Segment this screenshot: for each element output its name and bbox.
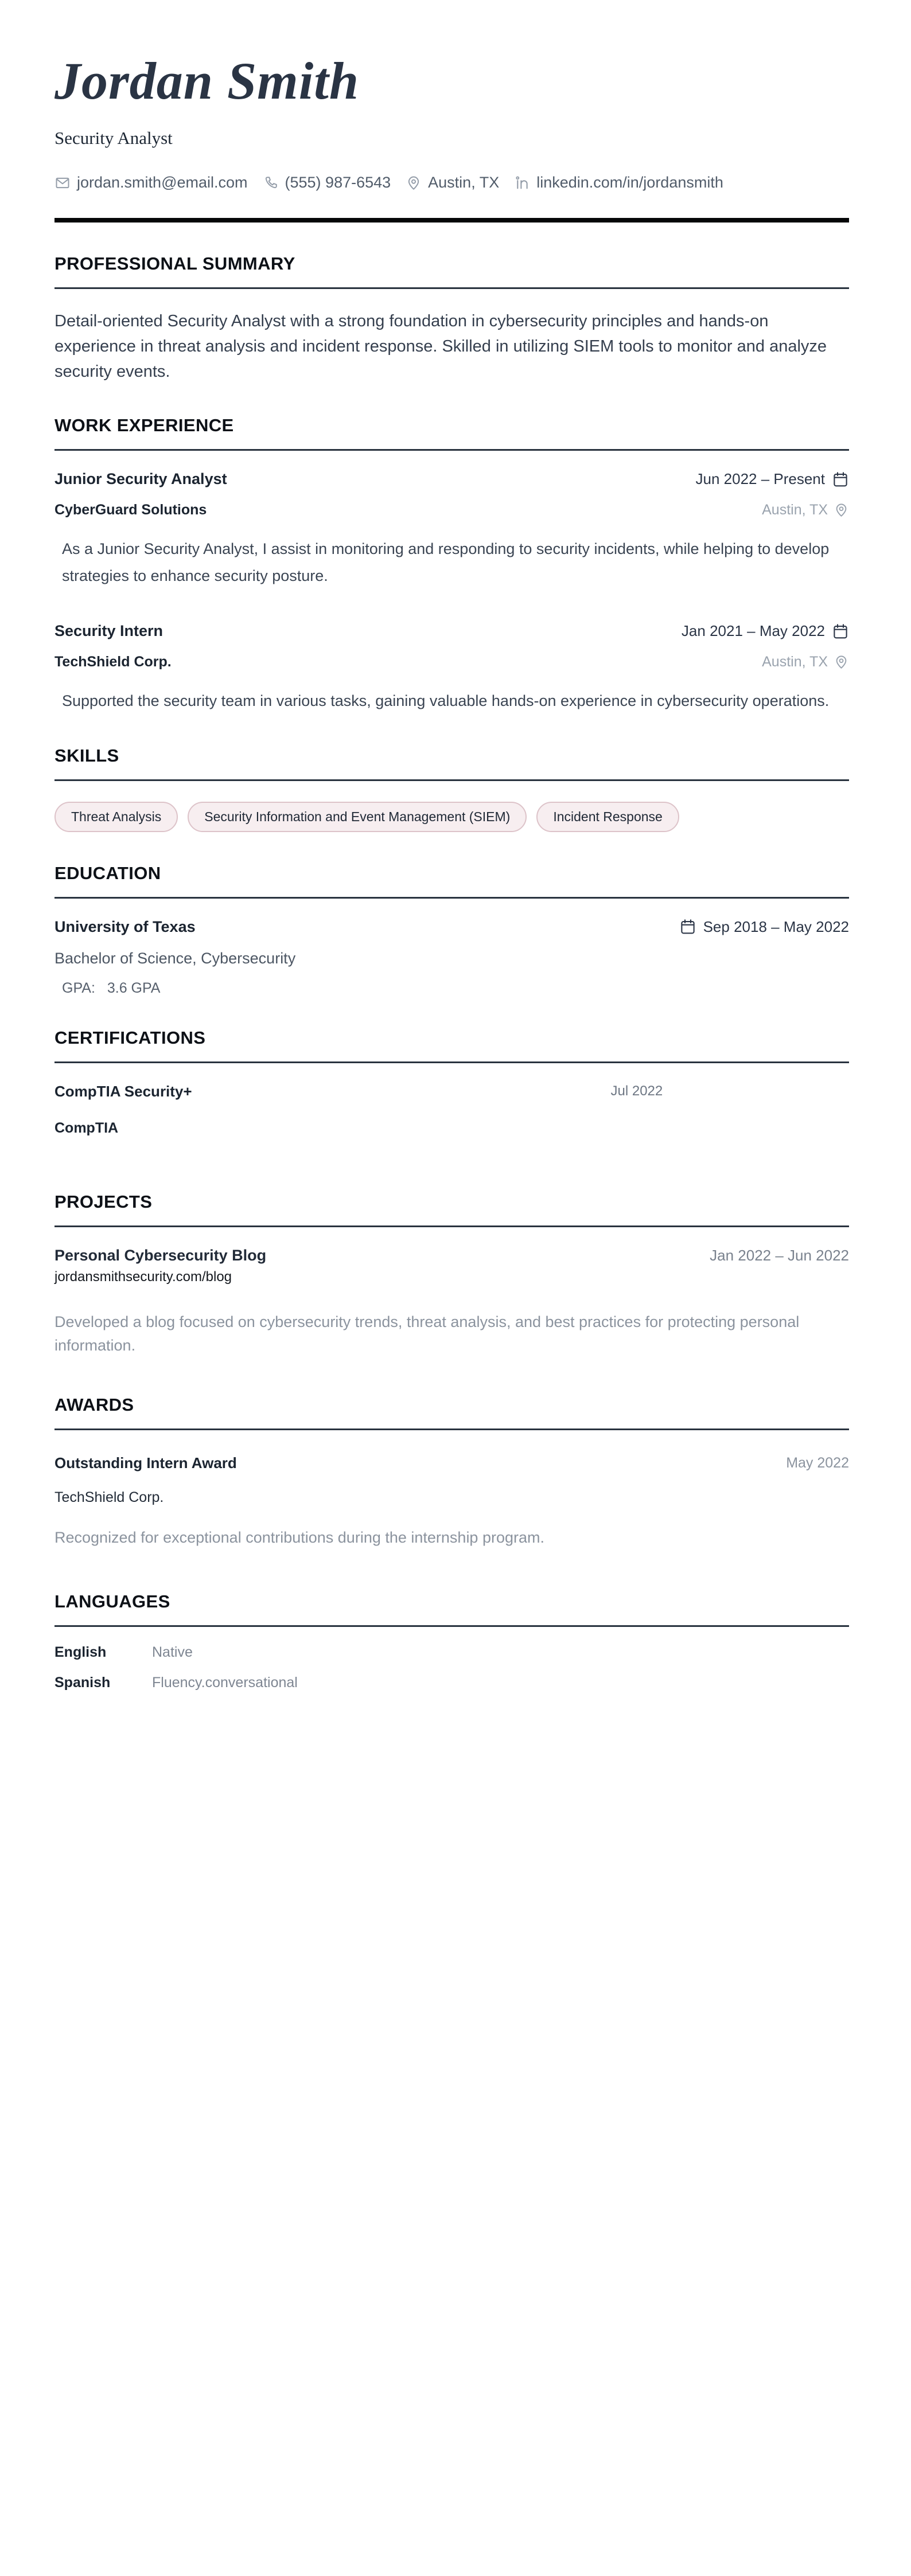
section-heading: AWARDS [54, 1395, 134, 1415]
skill-tag: Threat Analysis [54, 802, 178, 832]
section-work-experience [54, 415, 849, 714]
section-professional-summary [54, 253, 849, 384]
project-url[interactable]: jordansmithsecurity.com/blog [54, 1269, 232, 1285]
section-heading: SKILLS [54, 745, 119, 766]
language-level: Fluency.conversational [152, 1675, 298, 1691]
person-job-title: Security Analyst [54, 128, 173, 148]
job-date-text: Jan 2021 – May 2022 [681, 622, 825, 640]
certification-row [54, 1083, 849, 1100]
location-icon [834, 502, 849, 518]
section-awards [54, 1395, 849, 1547]
section-rule [54, 287, 849, 289]
award-title: Outstanding Intern Award [54, 1454, 237, 1472]
linkedin-icon [514, 175, 530, 191]
company-name: CyberGuard Solutions [54, 502, 207, 518]
section-heading: PROFESSIONAL SUMMARY [54, 253, 295, 274]
project-title: Personal Cybersecurity Blog [54, 1246, 267, 1264]
section-rule [54, 1625, 849, 1627]
entry-company-row [54, 654, 849, 670]
section-languages [54, 1591, 849, 1691]
section-skills [54, 746, 849, 832]
award-issuer: TechShield Corp. [54, 1489, 164, 1506]
contact-email[interactable] [54, 174, 248, 192]
section-rule [54, 449, 849, 451]
certification-date: Jul 2022 [610, 1083, 663, 1099]
section-projects [54, 1192, 849, 1359]
gpa-row [54, 980, 849, 997]
section-education [54, 863, 849, 997]
job-description: Supported the security team in various tasks, gaining valuable hands-on experience in cybersecurity operations. [62, 692, 830, 710]
contact-phone[interactable] [263, 174, 391, 192]
education-date-range [679, 918, 849, 936]
section-rule [54, 1428, 849, 1430]
contact-linkedin-text: linkedin.com/in/jordansmith [536, 174, 723, 191]
job-location [762, 502, 849, 518]
section-rule [54, 1061, 849, 1063]
education-date-text: Sep 2018 – May 2022 [703, 918, 849, 935]
resume-header [54, 54, 849, 223]
section-rule [54, 897, 849, 899]
section-rule [54, 1225, 849, 1227]
award-description: Recognized for exceptional contributions during the internship program. [54, 1529, 544, 1547]
company-name: TechShield Corp. [54, 654, 172, 670]
person-name: Jordan Smith [54, 52, 359, 110]
language-name: English [54, 1644, 107, 1661]
job-description: As a Junior Security Analyst, I assist in monitoring and responding to security incidents, while helping to develop strategies to enhance security posture. [62, 540, 830, 584]
language-list [54, 1644, 849, 1691]
summary-text: Detail-oriented Security Analyst with a strong foundation in cybersecurity principles and hands-on experience in threat analysis and incident response. Skilled in utilizing SIEM tools to monitor and analyze security events. [54, 312, 827, 381]
certification-issuer: CompTIA [54, 1119, 119, 1136]
calendar-icon [832, 471, 849, 488]
job-location-text: Austin, TX [762, 502, 828, 518]
language-name: Spanish [54, 1675, 111, 1691]
gpa-label: GPA: [62, 979, 95, 996]
school-name: University of Texas [54, 918, 196, 935]
education-title-row [54, 918, 849, 936]
contact-location-text: Austin, TX [428, 174, 500, 191]
entry-title-row [54, 470, 849, 488]
section-heading: EDUCATION [54, 862, 161, 883]
skill-tag: Incident Response [536, 802, 679, 832]
section-heading: WORK EXPERIENCE [54, 415, 234, 436]
section-certifications [54, 1028, 849, 1137]
section-rule [54, 779, 849, 781]
language-row [54, 1644, 849, 1661]
location-icon [834, 654, 849, 670]
language-level: Native [152, 1644, 193, 1661]
award-title-row [54, 1454, 849, 1472]
contact-linkedin[interactable] [514, 174, 723, 192]
skill-tag-list [54, 802, 849, 832]
award-date: May 2022 [786, 1455, 849, 1472]
project-description: Developed a blog focused on cybersecurity trends, threat analysis, and best practices for protecting personal information. [54, 1313, 800, 1355]
header-divider-bar [54, 218, 849, 223]
gpa-value: 3.6 GPA [107, 979, 161, 996]
job-title: Security Intern [54, 622, 163, 640]
contact-phone-text: (555) 987-6543 [285, 174, 391, 191]
section-heading: PROJECTS [54, 1191, 153, 1212]
contact-row [54, 174, 849, 192]
location-icon [406, 175, 422, 191]
language-row [54, 1675, 849, 1691]
email-icon [54, 175, 71, 191]
entry-title-row [54, 622, 849, 640]
job-date-text: Jun 2022 – Present [695, 470, 825, 488]
section-heading: LANGUAGES [54, 1591, 170, 1612]
calendar-icon [832, 623, 849, 640]
job-title: Junior Security Analyst [54, 470, 227, 488]
skill-tag: Security Information and Event Management (SIEM) [188, 802, 527, 832]
calendar-icon [679, 918, 696, 935]
job-location-text: Austin, TX [762, 654, 828, 670]
contact-location [406, 174, 499, 192]
section-heading: CERTIFICATIONS [54, 1027, 206, 1048]
phone-icon [263, 175, 279, 191]
experience-entry [54, 622, 849, 714]
project-date-range: Jan 2022 – Jun 2022 [710, 1246, 849, 1264]
degree: Bachelor of Science, Cybersecurity [54, 949, 296, 967]
job-date-range [696, 470, 850, 488]
contact-email-text: jordan.smith@email.com [77, 174, 248, 191]
certification-name: CompTIA Security+ [54, 1082, 192, 1100]
entry-company-row [54, 502, 849, 518]
job-location [762, 654, 849, 670]
experience-entry [54, 470, 849, 589]
project-title-row [54, 1247, 849, 1264]
job-date-range [682, 622, 849, 640]
